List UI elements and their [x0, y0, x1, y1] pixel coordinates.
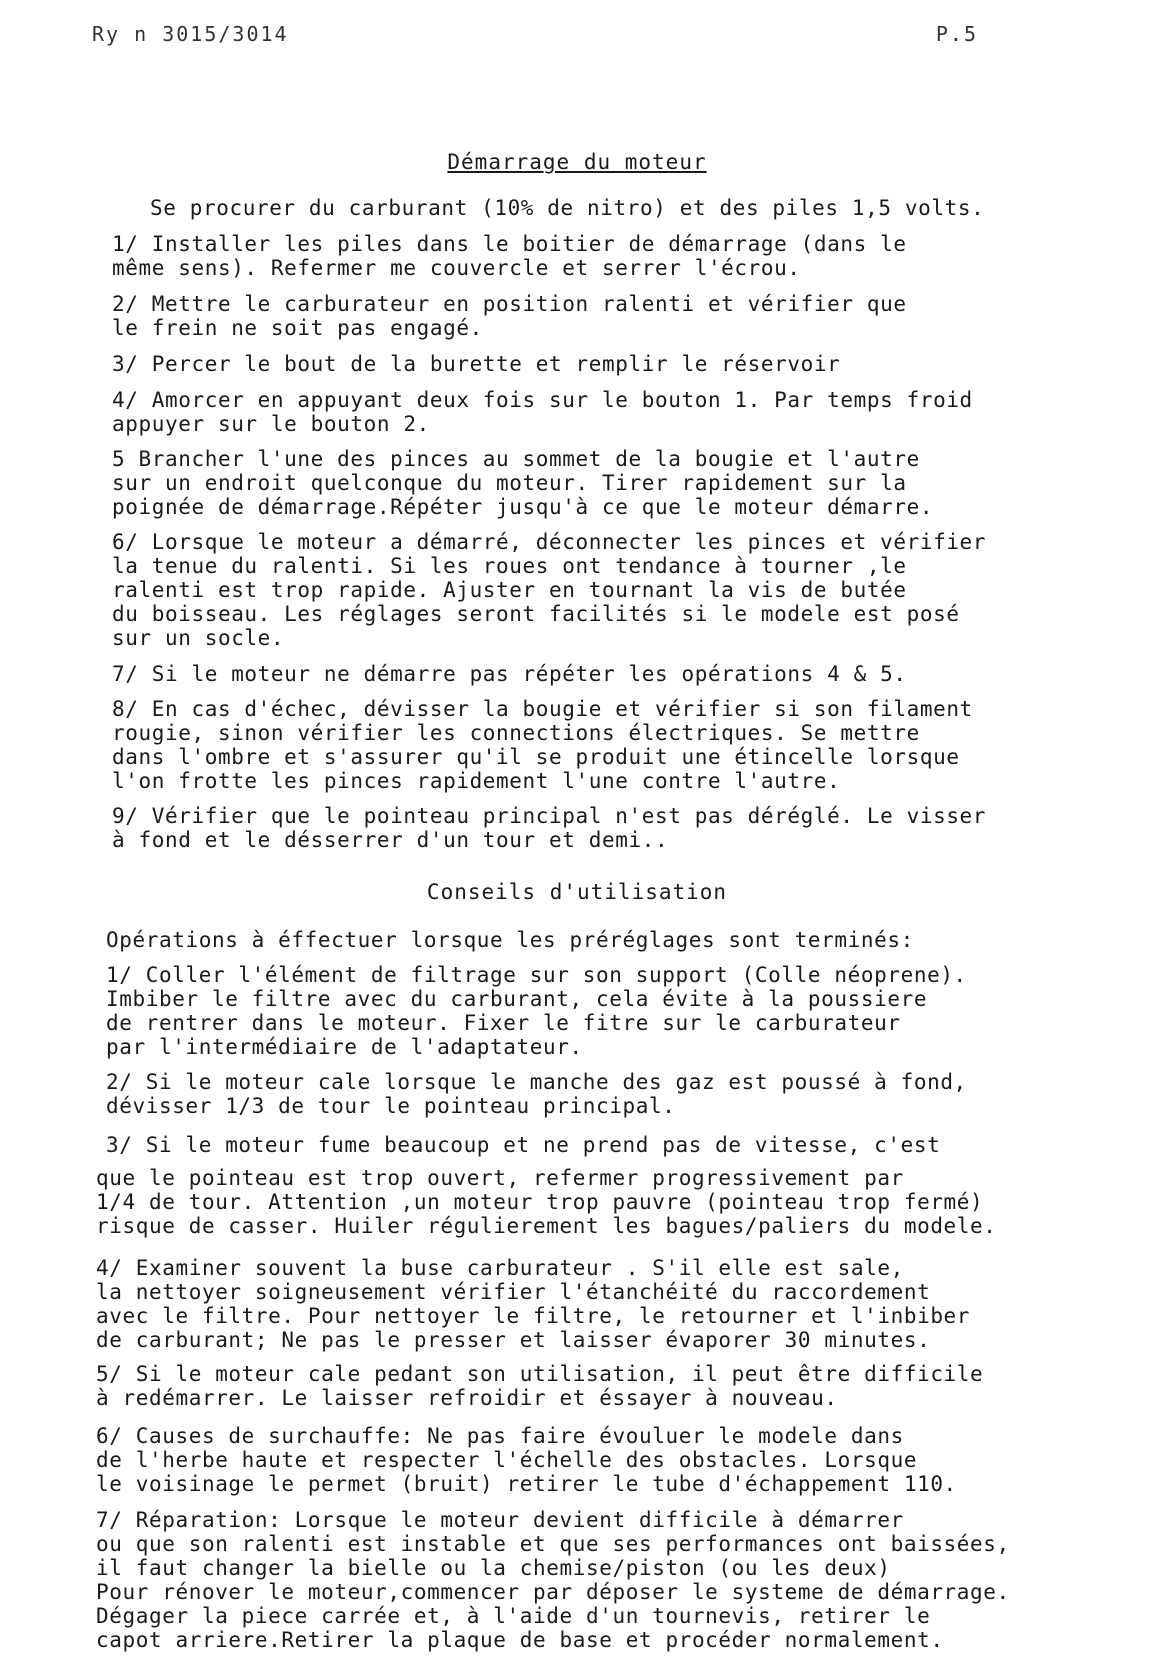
step-4: 4/ Amorcer en appuyant deux fois sur le bouton 1. Par temps froid appuyer sur le bouton 2.	[112, 388, 973, 436]
page-header-reference: Ry n 3015/3014	[92, 22, 289, 46]
tip-7: 7/ Réparation: Lorsque le moteur devient difficile à démarrer ou que son ralenti est instable et que ses performances ont baissées, il faut changer la bielle ou la chemise/piston (ou les deux) Pour rénover le moteur,commencer par déposer le systeme de démarrage. Dégager la piece carrée et, à l'aide d'un tournevis, retirer le capot arriere.Retirer la plaque de base et procéder normalement.	[96, 1508, 1010, 1652]
step-7: 7/ Si le moteur ne démarre pas répéter les opérations 4 & 5.	[112, 662, 907, 686]
section1-intro: Se procurer du carburant (10% de nitro) et des piles 1,5 volts.	[150, 196, 985, 220]
step-6: 6/ Lorsque le moteur a démarré, déconnecter les pinces et vérifier la tenue du ralenti. Si les roues ont tendance à tourner ,le ralenti est trop rapide. Ajuster en tournant la vis de butée du boisseau. Les réglages seront facilités si le modele est posé sur un socle.	[112, 530, 987, 650]
tip-3-continued: que le pointeau est trop ouvert, refermer progressivement par 1/4 de tour. Attention ,un moteur trop pauvre (pointeau trop fermé) risque de casser. Huiler régulierement les bagues/paliers du modele.	[96, 1166, 997, 1238]
step-3: 3/ Percer le bout de la burette et remplir le réservoir	[112, 352, 841, 376]
page-number: P.5	[935, 22, 978, 46]
step-5: 5 Brancher l'une des pinces au sommet de la bougie et l'autre sur un endroit quelconque du moteur. Tirer rapidement sur la poignée de démarrage.Répéter jusqu'à ce que le moteur démarre.	[112, 447, 934, 519]
section-title-conseils: Conseils d'utilisation	[426, 880, 728, 904]
tip-4: 4/ Examiner souvent la buse carburateur . S'il elle est sale, la nettoyer soigneusement vérifier l'étanchéité du raccordement avec le filtre. Pour nettoyer le filtre, le retourner et l'inbiber de carburant; Ne pas le presser et laisser évaporer 30 minutes.	[96, 1256, 971, 1352]
tip-2: 2/ Si le moteur cale lorsque le manche des gaz est poussé à fond, dévisser 1/3 de tour le pointeau principal.	[106, 1070, 967, 1118]
tip-1: 1/ Coller l'élément de filtrage sur son support (Colle néoprene). Imbiber le filtre avec du carburant, cela évite à la poussiere de rentrer dans le moteur. Fixer le fitre sur le carburateur par l'intermédiaire de l'adaptateur.	[106, 963, 967, 1059]
step-2: 2/ Mettre le carburateur en position ralenti et vérifier que le frein ne soit pas engagé.	[112, 292, 907, 340]
step-9: 9/ Vérifier que le pointeau principal n'est pas déréglé. Le visser à fond et le désserrer d'un tour et demi..	[112, 804, 987, 852]
section-title-demarrage: Démarrage du moteur	[447, 150, 707, 174]
tip-6: 6/ Causes de surchauffe: Ne pas faire évouluer le modele dans de l'herbe haute et respecter l'échelle des obstacles. Lorsque le voisinage le permet (bruit) retirer le tube d'échappement 110.	[96, 1424, 957, 1496]
tip-3: 3/ Si le moteur fume beaucoup et ne prend pas de vitesse, c'est	[106, 1133, 941, 1157]
tip-5: 5/ Si le moteur cale pedant son utilisation, il peut être difficile à redémarrer. Le laisser refroidir et éssayer à nouveau.	[96, 1362, 984, 1410]
section2-intro: Opérations à éffectuer lorsque les préréglages sont terminés:	[106, 928, 914, 952]
step-1: 1/ Installer les piles dans le boitier de démarrage (dans le même sens). Refermer me couvercle et serrer l'écrou.	[112, 232, 907, 280]
step-8: 8/ En cas d'échec, dévisser la bougie et vérifier si son filament rougie, sinon vérifier les connections électriques. Se mettre dans l'ombre et s'assurer qu'il se produit une étincelle lorsque l'on frotte les pinces rapidement l'une contre l'autre.	[112, 697, 973, 793]
